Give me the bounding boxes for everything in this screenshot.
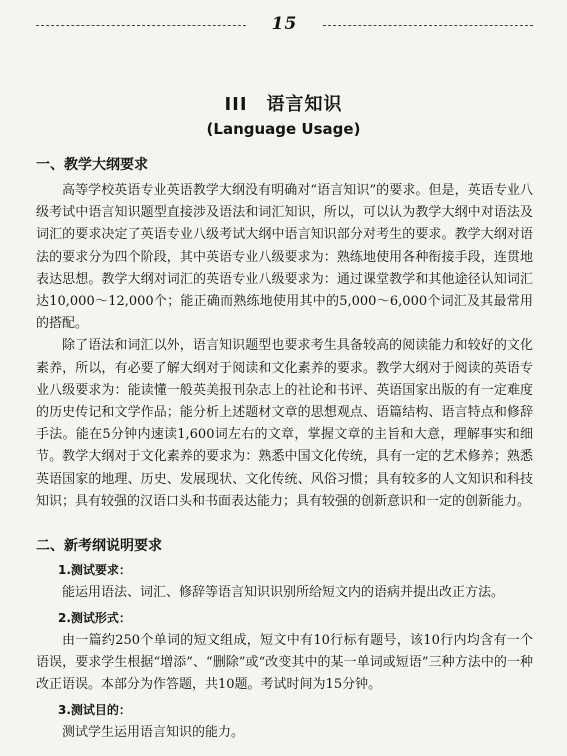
subheading-test-requirement: 1.测试要求： xyxy=(58,563,131,578)
paragraph: 除了语法和词汇以外，语言知识题型也要求考生具备较高的阅读能力和较好的文化素养，所以，有必要了解大纲对于阅读和文化素养的要求。教学大纲对于阅读的英语专业八级要求为：能读懂一般英美报刊杂志上的社论和书评、英语国家出版的有一定难度的历史传记和文学作品；能分析上述题材文章的思想观点、语篇结构、语言特点和修辞手法。能在5分钟内速读1,600词左右的文章，掌握文章的主旨和大意，理解事实和细节。教学大纲对于文化素养的要求为：熟悉中国文化传统，具有一定的艺术修养；熟悉英语国家的地理、历史、发展现状、文化传统、风俗习惯；具有较多的人文知识和科技知识；具有较强的汉语口头和书面表达能力；具有较强的创新意识和一定的创新能力。 xyxy=(36,338,533,509)
page-header xyxy=(36,16,533,34)
header-rule-right xyxy=(323,25,533,26)
chapter-title: III 语言知识 xyxy=(224,94,343,115)
subheading-test-purpose: 3.测试目的： xyxy=(58,703,131,718)
header-rule-left xyxy=(36,25,246,26)
section-heading-syllabus: 一、教学大纲要求 xyxy=(36,157,148,173)
section-gap xyxy=(36,513,533,535)
subheading-test-format: 2.测试形式： xyxy=(58,611,131,626)
paragraph: 高等学校英语专业英语教学大纲没有明确对“语言知识”的要求。但是，英语专业八级考试中语言知识题型直接涉及语法和词汇知识，所以，可以认为教学大纲中对语法及词汇的要求决定了英语专业八级考试大纲中语言知识部分对考生的要求。教学大纲对语法的要求分为四个阶段，其中英语专业八级要求为：熟练地使用各种衔接手段，连贯地表达思想。教学大纲对词汇的英语专业八级要求为：通过课堂教学和其他途径认知词汇达10,000～12,000个；能正确而熟练地使用其中的5,000～6,000个词汇及其最常用的搭配。 xyxy=(36,183,533,332)
page-content xyxy=(36,154,533,747)
page-number: 15 xyxy=(271,14,298,34)
section-heading-exam-outline: 二、新考纲说明要求 xyxy=(36,538,162,555)
subparagraph: 测试学生运用语言知识的能力。 xyxy=(62,725,245,741)
subparagraph: 由一篇约250个单词的短文组成，短文中有10行标有题号，该10行内均含有一个语误，要求学生根据“增添”、“删除”或“改变其中的某一单词或短语”三种方法中的一种改正语误。本部分为作答题，共10题。考试时间为15分钟。 xyxy=(36,633,533,693)
subparagraph: 能运用语法、词汇、修辞等语言知识识别所给短文内的语病并提出改正方法。 xyxy=(62,585,505,601)
chapter-subtitle: (Language Usage) xyxy=(206,120,361,138)
